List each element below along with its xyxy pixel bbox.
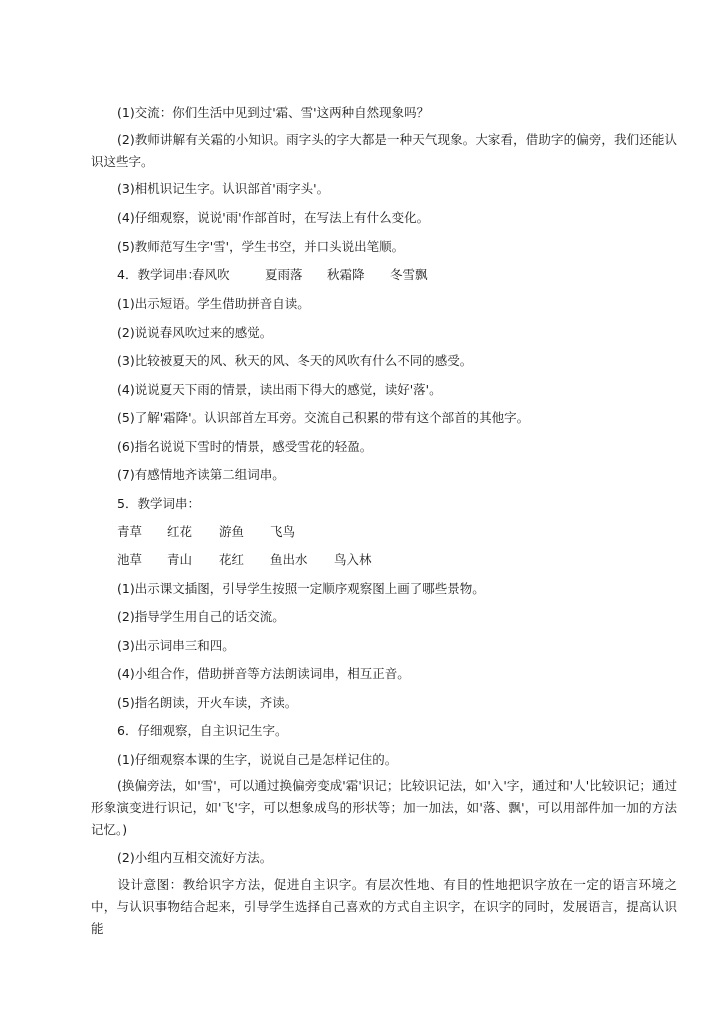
word-5a-4: 飞鸟 — [270, 524, 296, 539]
word-5a-1: 青草 — [117, 524, 143, 539]
line-2 — [91, 129, 677, 173]
line-7: (2)说说春风吹过来的感觉。 — [117, 325, 273, 340]
word-5b-1: 池草 — [117, 552, 143, 567]
word-5b-5: 鸟入林 — [334, 552, 372, 567]
line-5: (5)教师范写生字'雪'，学生书空，并口头说出笔顺。 — [117, 239, 405, 254]
line-8: (3)比较被夏天的风、秋天的风、冬天的风吹有什么不同的感受。 — [117, 353, 473, 368]
design-intent — [91, 874, 677, 940]
line-16: (4)小组合作，借助拼音等方法朗读词串，相互正音。 — [117, 666, 410, 681]
word-4-3: 秋霜降 — [327, 267, 365, 282]
word-5b-2: 青山 — [167, 552, 193, 567]
line-4: (4)仔细观察，说说'雨'作部首时，在写法上有什么变化。 — [117, 210, 430, 225]
word-4-1: 春风吹 — [192, 267, 230, 282]
heading-4: 4．教学词串： — [117, 267, 200, 282]
word-5b-3: 花红 — [219, 552, 245, 567]
line-1: (1)交流：你们生活中见到过'霜、雪'这两种自然现象吗？ — [117, 105, 430, 120]
word-4-4: 冬雪飘 — [390, 267, 428, 282]
line-20: (2)小组内互相交流好方法。 — [117, 850, 273, 865]
line-18: (1)仔细观察本课的生字，说说自己是怎样记住的。 — [117, 752, 398, 767]
line-2-text: (2)教师讲解有关霜的小知识。雨字头的字大都是一种天气现象。大家看，借助字的偏旁，我们还能认识这些字。 — [91, 132, 677, 169]
line-14: (2)指导学生用自己的话交流。 — [117, 609, 285, 624]
line-19 — [91, 775, 677, 841]
line-9: (4)说说夏天下雨的情景，读出雨下得大的感觉，读好'落'。 — [117, 382, 442, 397]
heading-5: 5．教学词串： — [117, 496, 200, 511]
line-11: (6)指名说说下雪时的情景，感受雪花的轻盈。 — [117, 439, 373, 454]
line-10: (5)了解'霜降'。认识部首左耳旁。交流自己积累的带有这个部首的其他字。 — [117, 410, 530, 425]
design-intent-text: 设计意图：教给识字方法，促进自主识字。有层次性地、有目的性地把识字放在一定的语言环境之中，与认识事物结合起来，引导学生选择自己喜欢的方式自主识字，在识字的同时，发展语言，提高认识能 — [91, 877, 677, 936]
heading-6: 6．仔细观察，自主识记生字。 — [117, 723, 288, 738]
line-17: (5)指名朗读，开火车读，齐读。 — [117, 695, 298, 710]
word-4-2: 夏雨落 — [265, 267, 303, 282]
line-6: (1)出示短语。学生借助拼音自读。 — [117, 296, 310, 311]
word-5a-3: 游鱼 — [219, 524, 245, 539]
line-13: (1)出示课文插图，引导学生按照一定顺序观察图上画了哪些景物。 — [117, 581, 485, 596]
line-15: (3)出示词串三和四。 — [117, 638, 235, 653]
line-12: (7)有感情地齐读第二组词串。 — [117, 467, 285, 482]
word-5a-2: 红花 — [167, 524, 193, 539]
line-3: (3)相机识记生字。认识部首'雨字头'。 — [117, 181, 330, 196]
line-19-text: (换偏旁法，如'雪'，可以通过换偏旁变成'霜'识记；比较识记法，如'入'字，通过和'人'比较识记；通过形象演变进行识记，如'飞'字，可以想象成鸟的形状等；加一加法，如'落、飘'，可以用部件加一加的方法记忆。) — [91, 778, 677, 837]
word-5b-4: 鱼出水 — [270, 552, 308, 567]
